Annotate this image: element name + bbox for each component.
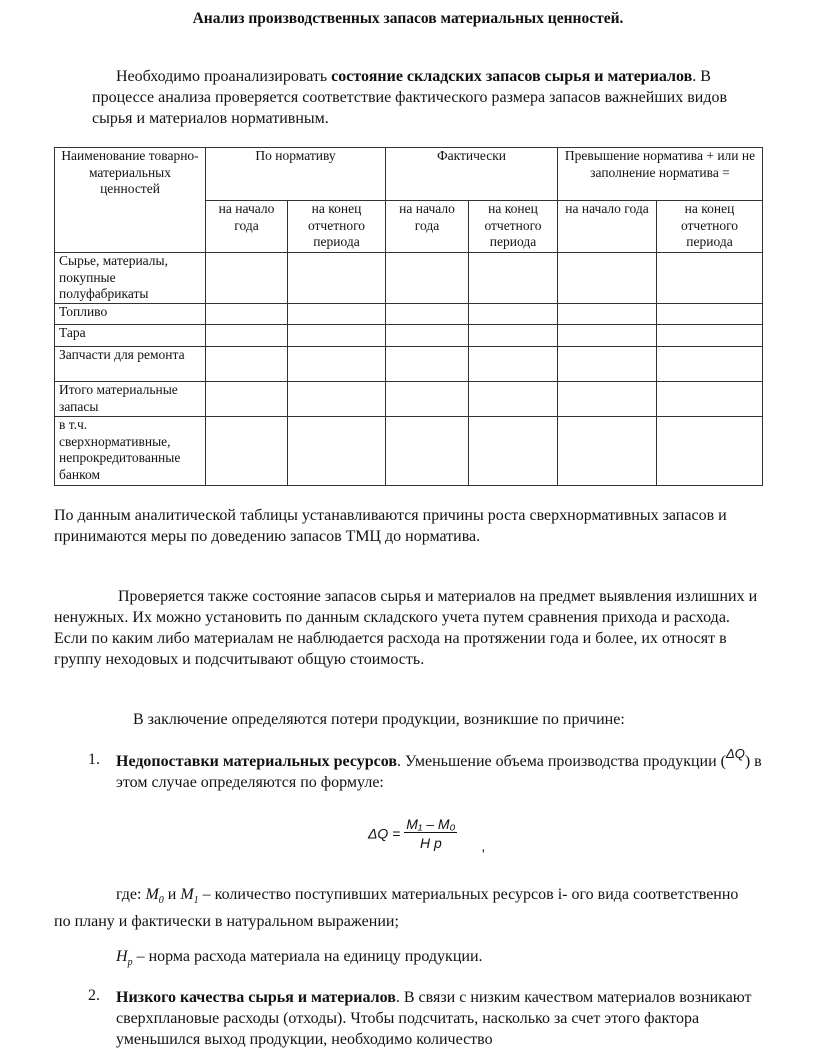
row-name: Итого материальные запасы bbox=[55, 382, 206, 417]
subheader-deviation-end: на конец отчетного периода bbox=[657, 201, 763, 253]
where-definition-h bbox=[116, 946, 766, 973]
cell bbox=[206, 253, 288, 304]
cell bbox=[469, 253, 558, 304]
cell bbox=[206, 382, 288, 417]
cell bbox=[469, 347, 558, 382]
inventory-table bbox=[54, 147, 763, 486]
list-number-1: 1. bbox=[88, 751, 100, 768]
cell bbox=[657, 253, 763, 304]
where-definition-m bbox=[54, 884, 754, 932]
table-row bbox=[55, 304, 763, 325]
formula-lhs: ΔQ = bbox=[368, 825, 401, 842]
cell bbox=[288, 382, 386, 417]
cell bbox=[657, 325, 763, 347]
cell bbox=[657, 382, 763, 417]
formula-denominator: H p bbox=[419, 835, 442, 851]
cell bbox=[386, 382, 469, 417]
cell bbox=[469, 304, 558, 325]
subheader-norm-start: на начало года bbox=[206, 201, 288, 253]
list-item-1 bbox=[116, 746, 766, 793]
delta-q-symbol: ΔQ bbox=[725, 746, 745, 761]
list-number-2: 2. bbox=[88, 987, 100, 1004]
subheader-norm-end: на конец отчетного периода bbox=[288, 201, 386, 253]
cell bbox=[386, 347, 469, 382]
cell bbox=[206, 304, 288, 325]
cell bbox=[288, 417, 386, 486]
intro-text-2: . В процессе анализа проверяется соответствие фактического размера запасов важнейших видов сырья и материалов нормативным. bbox=[92, 68, 728, 127]
hp-symbol: $H_p$ bbox=[116, 948, 133, 969]
where-prefix: где: bbox=[116, 886, 146, 903]
cell bbox=[288, 325, 386, 347]
subheader-actual-start: на начало года bbox=[386, 201, 469, 253]
cell bbox=[288, 304, 386, 325]
formula-trail: , bbox=[481, 838, 486, 855]
table-row bbox=[55, 417, 763, 486]
intro-text-1: Необходимо проанализировать bbox=[116, 68, 332, 85]
cell bbox=[558, 417, 657, 486]
subheader-deviation-start: на начало года bbox=[558, 201, 657, 253]
cell bbox=[386, 417, 469, 486]
item1-bold: Недопоставки материальных ресурсов bbox=[116, 753, 397, 770]
item2-bold: Низкого качества сырья и материалов bbox=[116, 989, 396, 1006]
row-name: в т.ч. сверхнормативные, непрокредитованные банком bbox=[55, 417, 206, 486]
cell bbox=[386, 325, 469, 347]
formula-numerator: M₁ – M₀ bbox=[406, 816, 456, 832]
row-name: Сырье, материалы, покупные полуфабрикаты bbox=[55, 253, 206, 304]
header-group-deviation: Превышение норматива + или не заполнение норматива = bbox=[558, 148, 763, 201]
cell bbox=[469, 382, 558, 417]
subheader-actual-end: на конец отчетного периода bbox=[469, 201, 558, 253]
item1-text-1: . Уменьшение объема производства продукции ( bbox=[396, 753, 726, 770]
paragraph-check: Проверяется также состояние запасов сырья и материалов на предмет выявления излишних и ненужных. Их можно установить по данным складского учета путем сравнения прихода и расхода. Если по каким либо материалам не наблюдается расхода на протяжении года и более, их относят в группу неходовых и подсчитывают общую стоимость. bbox=[54, 588, 758, 668]
paragraph-conclusion: В заключение определяются потери продукции, возникшие по причине: bbox=[133, 711, 625, 728]
cell bbox=[558, 382, 657, 417]
where-m-text: – количество поступивших материальных ресурсов i- ого вида соответственно по плану и фактически в натуральном выражении; bbox=[54, 886, 739, 931]
table-row bbox=[55, 382, 763, 417]
table-row bbox=[55, 253, 763, 304]
formula-fraction bbox=[404, 816, 457, 851]
cell bbox=[558, 347, 657, 382]
cell bbox=[469, 417, 558, 486]
header-group-actual: Фактически bbox=[386, 148, 558, 201]
cell bbox=[206, 417, 288, 486]
cell bbox=[657, 347, 763, 382]
cell bbox=[558, 325, 657, 347]
header-group-norm: По нормативу bbox=[206, 148, 386, 201]
header-item-name: Наименование товарно-материальных ценностей bbox=[55, 148, 206, 253]
table-row bbox=[55, 347, 763, 382]
cell bbox=[657, 304, 763, 325]
cell bbox=[386, 304, 469, 325]
cell bbox=[288, 253, 386, 304]
row-name: Тара bbox=[55, 325, 206, 347]
intro-bold: состояние складских запасов сырья и материалов bbox=[331, 68, 693, 85]
cell bbox=[469, 325, 558, 347]
cell bbox=[657, 417, 763, 486]
intro-paragraph bbox=[92, 66, 762, 129]
paragraph-after-table: По данным аналитической таблицы устанавливаются причины роста сверхнормативных запасов и принимаются меры по доведению запасов ТМЦ до норматива. bbox=[54, 507, 727, 545]
m1-symbol: $M_1$ bbox=[180, 886, 199, 907]
cell bbox=[288, 347, 386, 382]
item2-text: . В связи с низким качеством материалов возникают сверхплановые расходы (отходы). Чтобы подсчитать, насколько за счет этого фактора уменьшился выход продукции, необходимо количество bbox=[116, 989, 752, 1048]
formula bbox=[368, 816, 486, 855]
document-title: Анализ производственных запасов материальных ценностей. bbox=[192, 10, 624, 27]
cell bbox=[206, 325, 288, 347]
row-name: Запчасти для ремонта bbox=[55, 347, 206, 382]
where-h-text: – норма расхода материала на единицу продукции. bbox=[132, 948, 483, 965]
cell bbox=[386, 253, 469, 304]
cell bbox=[558, 253, 657, 304]
cell bbox=[206, 347, 288, 382]
cell bbox=[558, 304, 657, 325]
m0-symbol: $M_0$ bbox=[145, 886, 164, 907]
where-and: и bbox=[163, 886, 181, 903]
list-item-2 bbox=[116, 987, 776, 1050]
table-row bbox=[55, 325, 763, 347]
row-name: Топливо bbox=[55, 304, 206, 325]
item1-text-2: ) в этом случае определяются по формуле: bbox=[116, 753, 762, 791]
